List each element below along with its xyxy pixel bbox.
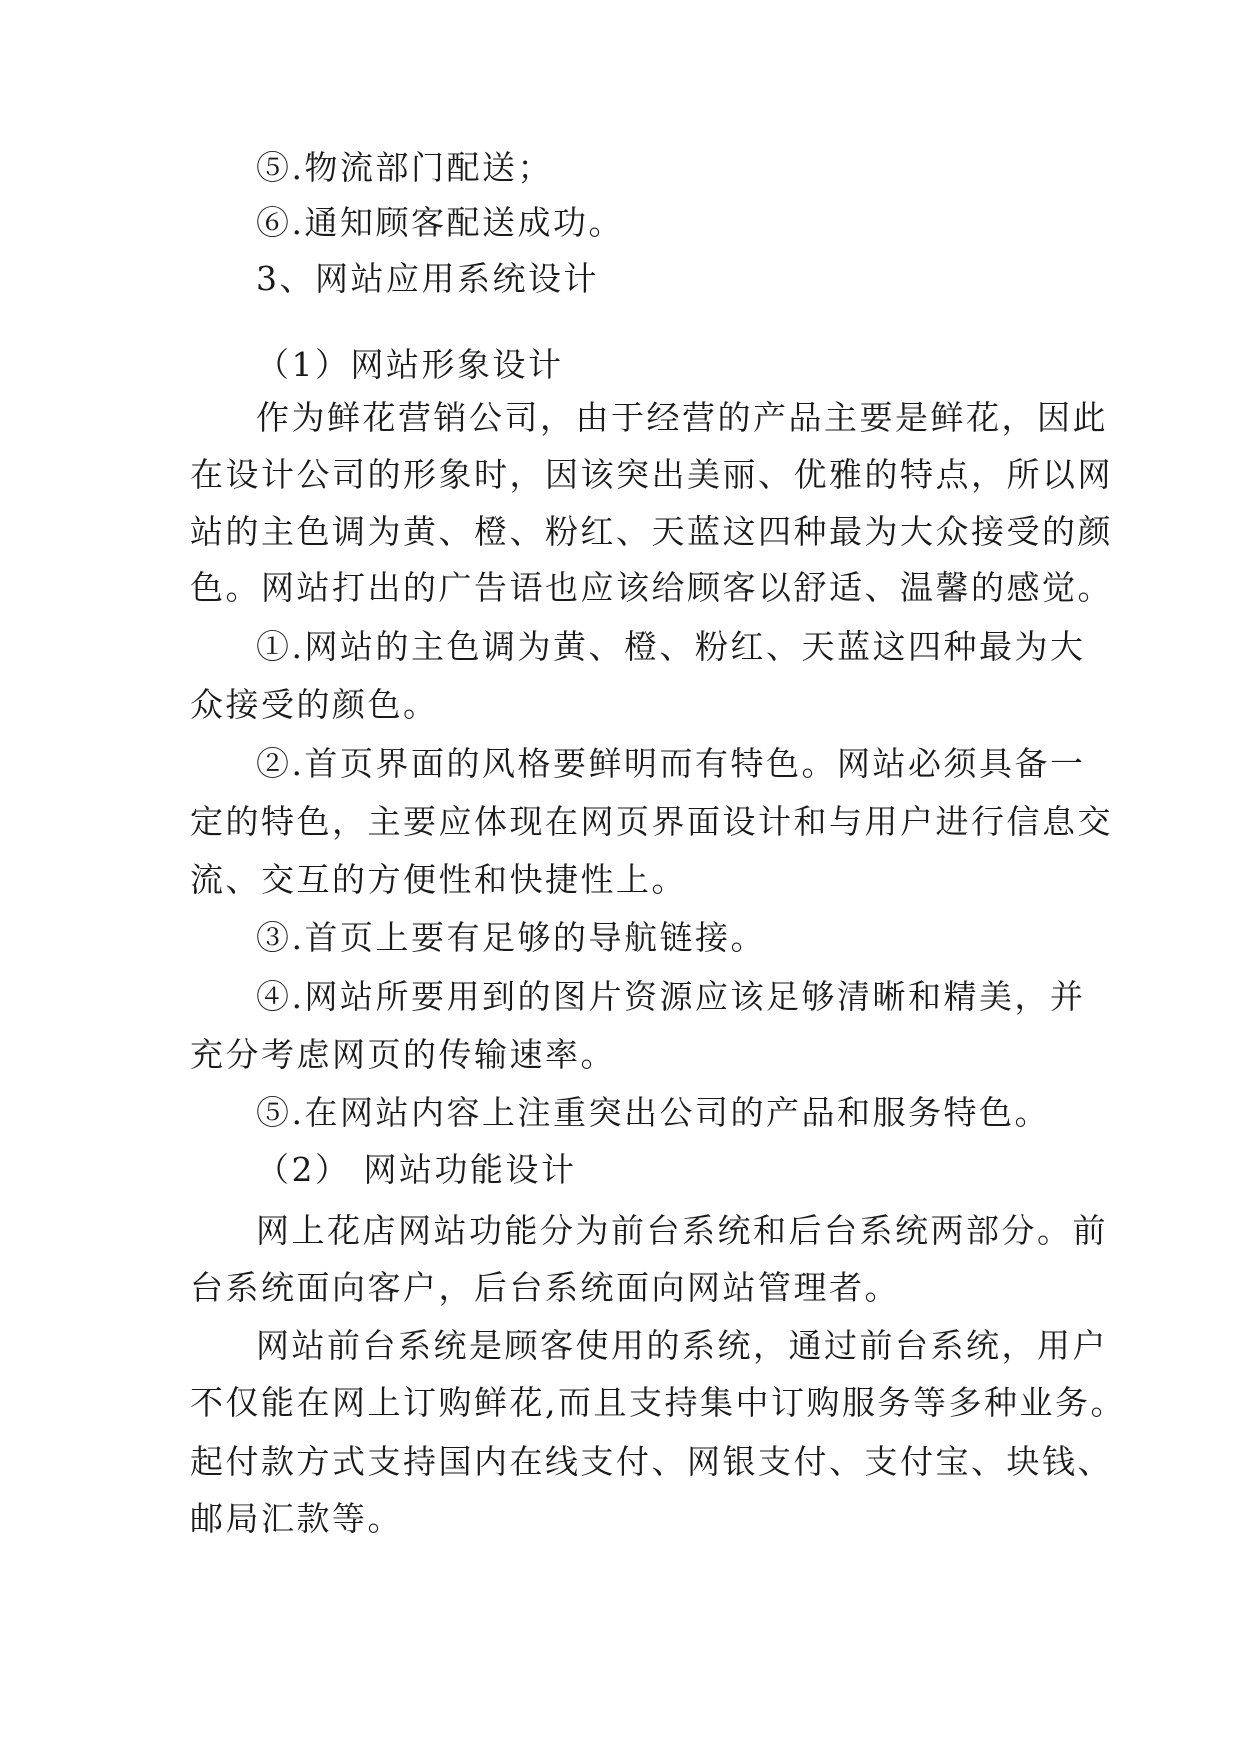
- text-line: 作为鲜花营销公司，由于经营的产品主要是鲜花，因此: [256, 398, 1108, 437]
- text-line: 定的特色，主要应体现在网页界面设计和与用户进行信息交: [190, 802, 1113, 841]
- section-heading: 3、网站应用系统设计: [256, 259, 599, 298]
- text-line: ⑤.物流部门配送；: [256, 148, 553, 187]
- text-line: 台系统面向客户，后台系统面向网站管理者。: [190, 1268, 900, 1307]
- text-line: ⑥.通知顾客配送成功。: [256, 203, 624, 242]
- list-item: ⑤.在网站内容上注重突出公司的产品和服务特色。: [256, 1093, 1050, 1132]
- text-line: 众接受的颜色。: [190, 685, 439, 724]
- text-line: 邮局汇款等。: [190, 1499, 403, 1538]
- list-item: ①.网站的主色调为黄、橙、粉红、天蓝这四种最为大: [256, 627, 1086, 666]
- text-line: 站的主色调为黄、橙、粉红、天蓝这四种最为大众接受的颜: [190, 512, 1113, 551]
- text-line: 网上花店网站功能分为前台系统和后台系统两部分。前: [256, 1211, 1108, 1250]
- subsection-heading: （1）网站形象设计: [256, 345, 564, 384]
- list-item: ④.网站所要用到的图片资源应该足够清晰和精美，并: [256, 977, 1086, 1016]
- subsection-heading: （2） 网站功能设计: [256, 1150, 577, 1189]
- text-line: 色。网站打出的广告语也应该给顾客以舒适、温馨的感觉。: [190, 568, 1113, 607]
- text-line: 不仅能在网上订购鲜花,而且支持集中订购服务等多种业务。: [190, 1383, 1126, 1422]
- text-line: 充分考虑网页的传输速率。: [190, 1035, 616, 1074]
- list-item: ②.首页界面的风格要鲜明而有特色。网站必须具备一: [256, 744, 1086, 783]
- list-item: ③.首页上要有足够的导航链接。: [256, 918, 766, 957]
- text-line: 起付款方式支持国内在线支付、网银支付、支付宝、块钱、: [190, 1442, 1113, 1481]
- text-line: 流、交互的方便性和快捷性上。: [190, 860, 687, 899]
- text-line: 在设计公司的形象时，因该突出美丽、优雅的特点，所以网: [190, 455, 1113, 494]
- text-line: 网站前台系统是顾客使用的系统，通过前台系统，用户: [256, 1326, 1108, 1365]
